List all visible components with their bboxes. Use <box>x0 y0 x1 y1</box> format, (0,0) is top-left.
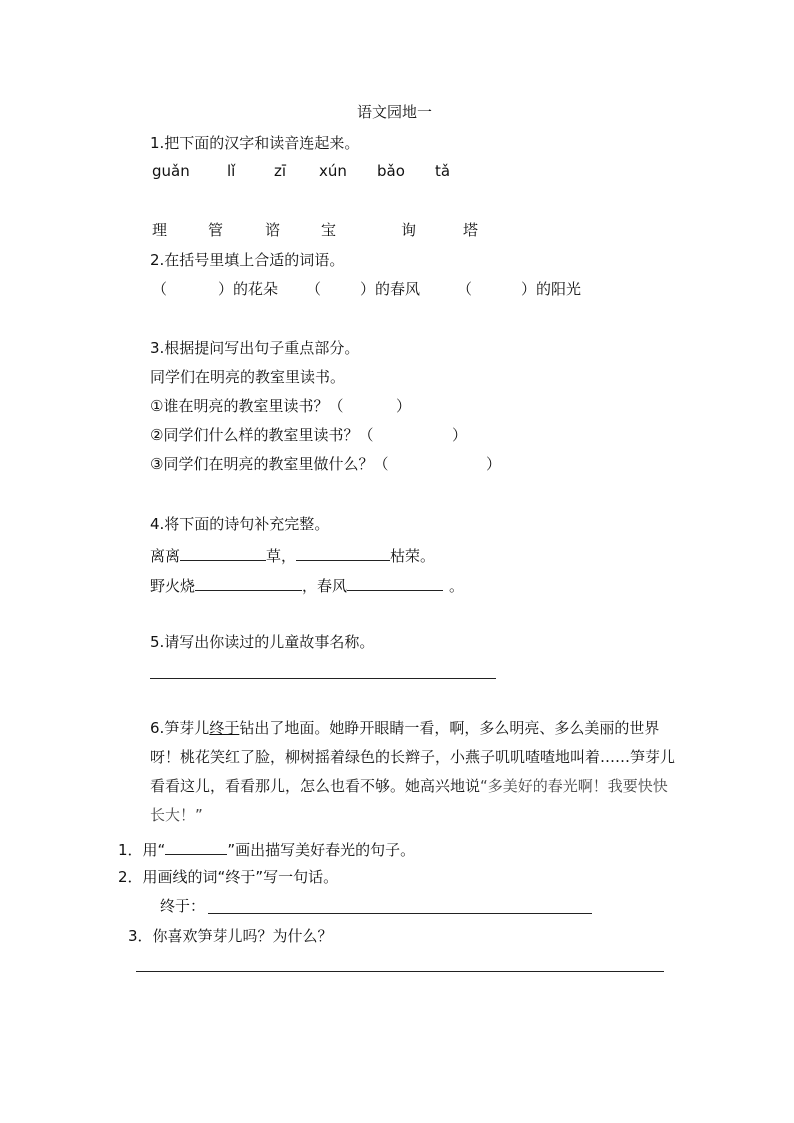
q6-sub-3: 3．你喜欢笋芽儿吗？为什么？ <box>128 927 333 945</box>
answer-blank[interactable] <box>195 576 302 591</box>
hanzi-item: 谘 <box>265 221 281 239</box>
q4-text: 枯荣。 <box>390 547 436 565</box>
q2-item-text: ）的阳光 <box>521 280 582 298</box>
sample-underline <box>165 840 227 855</box>
q4-text: 。 <box>449 577 465 595</box>
pinyin-item: zī <box>274 162 287 180</box>
q3-sentence: 同学们在明亮的教室里读书。 <box>150 368 346 386</box>
q2-heading: 2.在括号里填上合适的词语。 <box>150 251 345 269</box>
q1-heading: 1.把下面的汉字和读音连起来。 <box>150 134 360 152</box>
q3-question: ①谁在明亮的教室里读书？（ <box>150 397 344 415</box>
q6-sub1-text: ”画出描写美好春光的句子。 <box>227 841 416 859</box>
hanzi-item: 宝 <box>321 221 337 239</box>
q3-question: ②同学们什么样的教室里读书？（ <box>150 426 374 444</box>
q5-answer-line[interactable] <box>150 678 496 679</box>
hanzi-item: 塔 <box>463 221 479 239</box>
answer-blank[interactable] <box>180 546 266 561</box>
q6-passage <box>150 714 680 830</box>
page-title: 语文园地一 <box>357 103 433 121</box>
q4-text: 草， <box>266 547 297 565</box>
q4-heading: 4.将下面的诗句补充完整。 <box>150 515 330 533</box>
q5-heading: 5.请写出你读过的儿童故事名称。 <box>150 633 375 651</box>
q4-text: 离离 <box>150 547 181 565</box>
q4-line-2 <box>150 576 464 594</box>
q6-sub2-label: 终于： <box>160 897 206 915</box>
q2-item-text: ）的花朵 <box>218 280 279 298</box>
q6-sub-2: 2．用画线的词“终于”写一句话。 <box>118 868 339 886</box>
q3-bracket-close: ） <box>452 426 468 444</box>
hanzi-item: 询 <box>401 221 417 239</box>
answer-blank[interactable] <box>347 576 443 591</box>
pinyin-item: bǎo <box>377 162 405 180</box>
q4-text: ，春风 <box>302 577 348 595</box>
q6-underlined-word: 终于 <box>209 719 240 737</box>
q2-bracket-open: （ <box>152 280 168 298</box>
q3-question: ③同学们在明亮的教室里做什么？（ <box>150 455 389 473</box>
q6-sub2-answer-line[interactable] <box>208 913 592 914</box>
hanzi-item: 理 <box>152 221 168 239</box>
q3-bracket-close: ） <box>486 455 502 473</box>
pinyin-item: guǎn <box>152 162 190 180</box>
hanzi-item: 管 <box>208 221 224 239</box>
q2-item-text: ）的春风 <box>360 280 421 298</box>
q2-bracket-open: （ <box>457 280 473 298</box>
q6-quote: “多美好的春光啊！我要快快长大！” <box>150 777 668 824</box>
pinyin-item: lǐ <box>227 162 236 180</box>
q6-sub-1 <box>118 840 415 858</box>
q6-sub1-text: 1．用“ <box>118 841 166 859</box>
answer-blank[interactable] <box>296 546 390 561</box>
pinyin-item: tǎ <box>435 162 451 180</box>
q6-sub3-answer-line[interactable] <box>136 971 664 972</box>
q4-text: 野火烧 <box>150 577 196 595</box>
q2-bracket-open: （ <box>306 280 322 298</box>
q6-text: 6.笋芽儿 <box>150 719 210 737</box>
q6-text: 钻出了地面。她睁开眼睛一看，啊，多么明亮、多么美丽的世界呀！桃花笑红了脸，柳树摇着绿色的长辫子，小燕子叽叽喳喳地叫着……笋芽儿看看这儿，看看那儿，怎么也看不够。她高兴地说 <box>150 719 676 795</box>
pinyin-item: xún <box>319 162 347 180</box>
q3-bracket-close: ） <box>396 397 412 415</box>
q3-heading: 3.根据提问写出句子重点部分。 <box>150 339 360 357</box>
q4-line-1 <box>150 546 435 564</box>
